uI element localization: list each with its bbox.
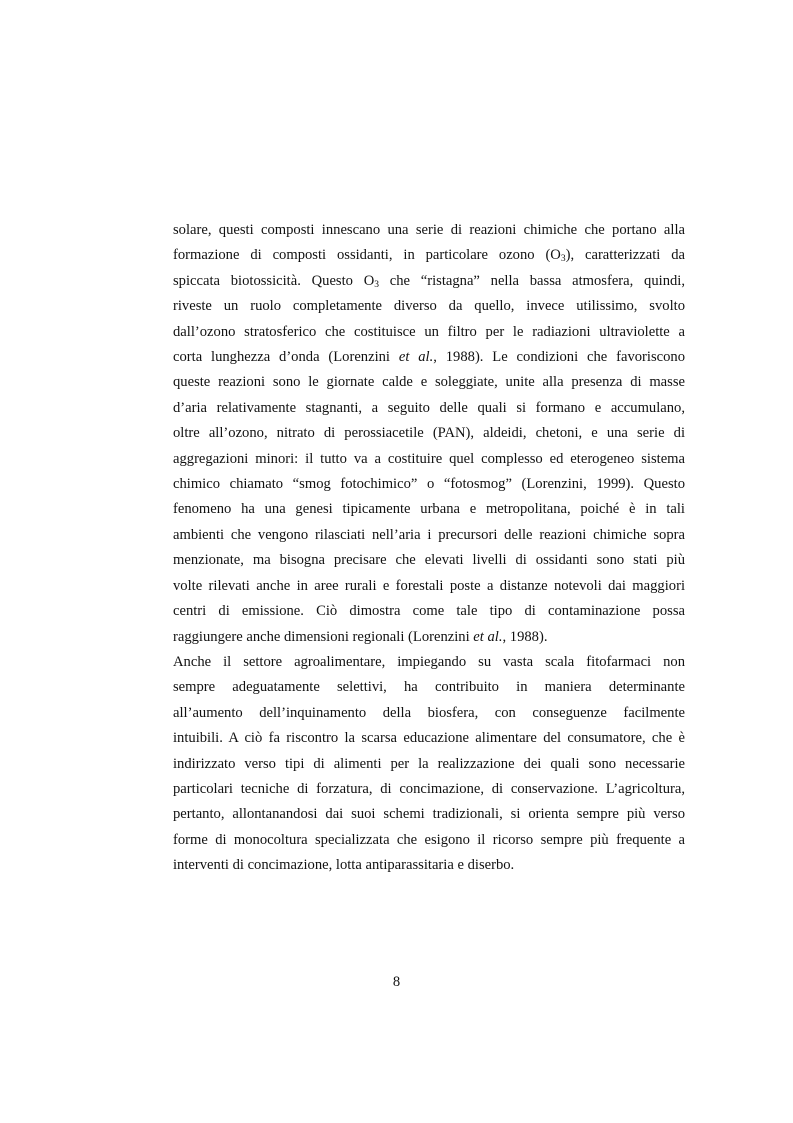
- italic-citation: et al.: [398, 349, 434, 366]
- text-line: all’aumento dell’inquinamento della biosfera, con conseguenze facilmente: [173, 704, 685, 721]
- text-segment: spiccata biotossicità. Questo O: [173, 272, 375, 289]
- text-line: menzionate, ma bisogna precisare che elevati livelli di ossidanti sono stati più: [173, 552, 685, 569]
- text-line: [173, 243, 685, 268]
- text-segment: ), caratterizzati da: [565, 247, 685, 264]
- text-segment: che “ristagna” nella bassa atmosfera, quindi,: [379, 272, 685, 289]
- text-line: chimico chiamato “smog fotochimico” o “fotosmog” (Lorenzini, 1999). Questo: [173, 476, 685, 493]
- text-segment: raggiungere anche dimensioni regionali (Lorenzini: [173, 628, 474, 645]
- text-line: volte rilevati anche in aree rurali e forestali poste a distanze notevoli dai maggiori: [173, 577, 685, 594]
- text-line: centri di emissione. Ciò dimostra come tale tipo di contaminazione possa: [173, 603, 685, 620]
- text-line: particolari tecniche di forzatura, di concimazione, di conservazione. L’agricoltura,: [173, 780, 685, 797]
- subscript: 3: [560, 254, 566, 265]
- text-segment: corta lunghezza d’onda (Lorenzini: [173, 349, 399, 366]
- text-line: intuibili. A ciò fa riscontro la scarsa educazione alimentare del consumatore, che è: [173, 730, 685, 747]
- text-line: sempre adeguatamente selettivi, ha contribuito in maniera determinante: [173, 679, 685, 696]
- text-line: interventi di concimazione, lotta antiparassitaria e diserbo.: [173, 857, 515, 874]
- text-line: [173, 345, 685, 370]
- text-line: fenomeno ha una genesi tipicamente urbana e metropolitana, poiché è in tali: [173, 501, 685, 518]
- page-number: 8: [392, 974, 401, 990]
- text-line: ambienti che vengono rilasciati nell’aria i precursori delle reazioni chimiche sopra: [173, 526, 685, 543]
- text-line: [173, 625, 685, 650]
- paragraph-photochemical-smog: [173, 218, 685, 650]
- text-line: pertanto, allontanandosi dai suoi schemi tradizionali, si orienta sempre più verso: [173, 806, 685, 823]
- paragraph-agrifood-sector: [173, 650, 685, 879]
- text-line: riveste un ruolo completamente diverso da quello, invece utilissimo, svolto: [173, 298, 685, 315]
- text-line: solare, questi composti innescano una serie di reazioni chimiche che portano alla: [173, 222, 685, 238]
- subscript: 3: [374, 279, 379, 290]
- text-line: oltre all’ozono, nitrato di perossiacetile (PAN), aldeidi, chetoni, e una serie di: [173, 425, 685, 442]
- text-line: queste reazioni sono le giornate calde e soleggiate, unite alla presenza di masse: [173, 374, 685, 391]
- text-segment: , 1988).: [502, 628, 548, 645]
- body-text: [173, 218, 685, 879]
- text-line: Anche il settore agroalimentare, impiegando su vasta scala fitofarmaci non: [173, 653, 685, 670]
- text-line: [173, 269, 685, 294]
- text-line: dall’ozono stratosferico che costituisce un filtro per le radiazioni ultraviolette a: [173, 323, 685, 340]
- text-line: d’aria relativamente stagnanti, a seguito delle quali si formano e accumulano,: [173, 399, 685, 416]
- text-line: indirizzato verso tipi di alimenti per la realizzazione dei quali sono necessarie: [173, 755, 685, 772]
- italic-citation: et al.: [473, 628, 503, 645]
- text-line: forme di monocoltura specializzata che esigono il ricorso sempre più frequente a: [173, 831, 685, 848]
- text-line: aggregazioni minori: il tutto va a costituire quel complesso ed eterogeneo sistema: [173, 450, 685, 467]
- text-segment: formazione di composti ossidanti, in particolare ozono (O: [173, 247, 561, 264]
- text-segment: , 1988). Le condizioni che favoriscono: [433, 349, 685, 366]
